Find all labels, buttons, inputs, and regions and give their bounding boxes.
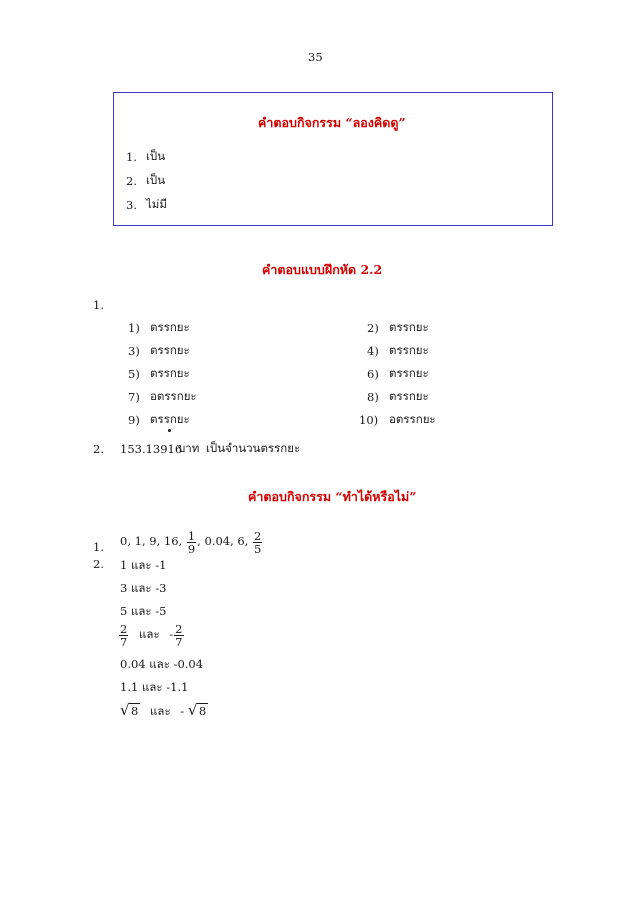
box-item-num: 2. [126, 174, 137, 188]
box-item-num: 1. [126, 150, 137, 164]
box-title: คำตอบกิจกรรม “ลองคิดดู” [258, 115, 406, 130]
q1-prefix: 0, 1, 9, 16, [120, 534, 183, 548]
answer-number: 1) [128, 321, 140, 335]
answer-text: ตรรกยะ [389, 320, 429, 334]
q2-text: เป็นจำนวนตรรกยะ [206, 441, 301, 455]
pair: 5 และ -5 [120, 604, 167, 618]
answer-number: 10) [359, 413, 379, 427]
q1-mid: , 0.04, 6, [197, 534, 249, 548]
sqrt-eight-neg: √ 8 [187, 701, 207, 719]
denominator: 7 [120, 634, 128, 649]
denominator: 7 [175, 634, 183, 649]
exercise-title: คำตอบแบบฝึกหัด 2.2 [262, 262, 383, 277]
radicand: 8 [131, 704, 139, 718]
answer-number: 9) [128, 413, 140, 427]
fraction-two-sevenths-neg [174, 623, 183, 648]
numerator: 1 [187, 528, 196, 543]
exercise-q2-number: 2. [93, 442, 104, 456]
pair: 1.1 และ -1.1 [120, 680, 189, 694]
box-item-text: เป็น [146, 149, 166, 163]
and-word: และ [149, 704, 171, 718]
pair: 1 และ -1 [120, 558, 167, 572]
answer-text: ตรรกยะ [389, 389, 429, 403]
denominator: 9 [187, 541, 196, 556]
fraction-one-ninth [187, 530, 196, 555]
q1-sequence [120, 527, 263, 555]
and-word: และ [138, 627, 160, 641]
q2-value: 153.13916 [120, 442, 183, 456]
answer-number: 4) [367, 344, 379, 358]
repeating-decimal-dot [168, 429, 171, 432]
numerator: 2 [120, 621, 128, 636]
minus-sign: - [169, 627, 174, 641]
answer-text: อตรรกยะ [389, 412, 436, 426]
answer-text: ตรรกยะ [150, 366, 190, 380]
pair: 0.04 และ -0.04 [120, 657, 204, 671]
box-item-text: เป็น [146, 173, 166, 187]
numerator: 2 [175, 621, 183, 636]
answer-text: ตรรกยะ [389, 366, 429, 380]
fraction-two-fifths [253, 530, 262, 555]
numerator: 2 [254, 528, 262, 543]
answer-text: อตรรกยะ [150, 389, 197, 403]
sqrt-pair [120, 703, 208, 721]
exercise-q1-number: 1. [93, 298, 104, 312]
box-item-text: ไม่มี [146, 197, 167, 211]
activity2-q2-number: 2. [93, 557, 104, 571]
page-number: 35 [308, 50, 323, 64]
sqrt-eight: √ 8 [120, 701, 139, 719]
radicand: 8 [198, 704, 207, 718]
answer-text: ตรรกยะ [389, 343, 429, 357]
answer-number: 8) [367, 390, 379, 404]
activity2-title: คำตอบกิจกรรม “ทำได้หรือไม่” [248, 489, 417, 504]
activity2-q1-number: 1. [93, 540, 104, 554]
fraction-two-sevenths [119, 623, 128, 648]
minus-sign: - [180, 704, 185, 718]
box-item-num: 3. [126, 198, 137, 212]
fraction-pair [118, 620, 185, 648]
pair: 3 และ -3 [120, 581, 167, 595]
answer-number: 2) [367, 321, 379, 335]
answer-number: 3) [128, 344, 140, 358]
answer-text: ตรรกยะ [150, 320, 190, 334]
answer-number: 6) [367, 367, 379, 381]
answer-text: ตรรกยะ [150, 412, 190, 426]
answer-number: 7) [128, 390, 140, 404]
answer-text: ตรรกยะ [150, 343, 190, 357]
q2-unit: บาท [178, 441, 200, 455]
denominator: 5 [254, 541, 262, 556]
answer-number: 5) [128, 367, 140, 381]
